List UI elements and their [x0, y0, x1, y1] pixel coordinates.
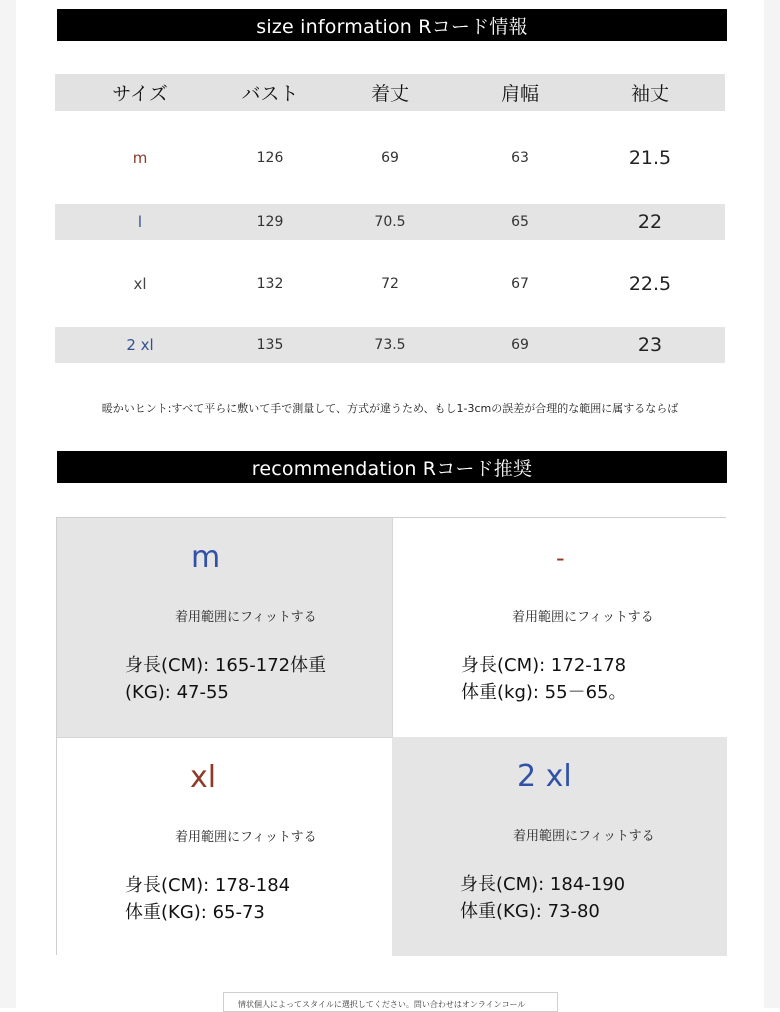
recommendation-card-2xl — [392, 737, 727, 956]
row-size: l — [137, 213, 143, 231]
card-measurements — [125, 872, 290, 926]
card-size-label: m — [191, 540, 221, 575]
size-table — [55, 74, 725, 363]
card-measurements — [461, 652, 627, 706]
row-size: xl — [133, 274, 147, 293]
row-length: 69 — [381, 149, 399, 166]
recommendation-grid — [56, 517, 726, 955]
header-bust: バスト — [241, 83, 299, 105]
recommendation-card-l — [392, 518, 727, 737]
card-weight-line: 体重(KG): 73-80 — [460, 901, 600, 922]
card-fit-text: 着用範囲にフィットする — [175, 610, 317, 625]
header-sleeve: 袖丈 — [630, 83, 669, 105]
table-row — [55, 204, 725, 240]
card-measurements — [460, 871, 625, 925]
header-shoulder: 肩幅 — [500, 83, 539, 105]
header-length: 着丈 — [370, 83, 409, 105]
page-left-edge — [0, 0, 16, 1008]
card-size-label: xl — [190, 760, 217, 795]
card-weight-line: 体重(kg): 55－65。 — [461, 682, 627, 703]
measurement-hint: 暖かいヒント:すべて平らに敷いて手で測量して、方式が違うため、もし1-3cmの誤差が合理的な範囲に属するならば — [101, 402, 679, 415]
card-height-line: 身長(CM): 184-190 — [460, 874, 626, 895]
card-fit-text: 着用範囲にフィットする — [512, 610, 654, 625]
size-information-banner: size information Rコード情報 — [57, 9, 727, 41]
table-row — [55, 111, 725, 204]
card-height-line: 身長(CM): 172-178 — [461, 655, 627, 676]
recommendation-card-m — [57, 518, 392, 737]
row-length: 73.5 — [374, 337, 406, 353]
row-size: 2 xl — [126, 336, 154, 354]
footer-note: 情状個人によってスタイルに選択してください。問い合わせはオンラインコール — [223, 992, 558, 1012]
row-shoulder: 69 — [511, 337, 529, 353]
row-sleeve: 23 — [637, 334, 663, 356]
table-row — [55, 240, 725, 327]
row-bust: 129 — [256, 214, 284, 230]
card-weight-line: (KG): 47-55 — [125, 682, 229, 703]
card-size-label: - — [556, 544, 565, 572]
row-sleeve: 22.5 — [628, 272, 672, 295]
page-right-edge — [764, 0, 780, 1008]
recommendation-card-xl — [57, 737, 392, 956]
row-length: 72 — [381, 275, 399, 292]
row-sleeve: 21.5 — [628, 146, 672, 169]
table-row — [55, 327, 725, 363]
card-measurements — [125, 652, 326, 706]
card-fit-text: 着用範囲にフィットする — [513, 829, 655, 844]
card-height-line: 身長(CM): 165-172体重 — [125, 655, 327, 676]
row-bust: 132 — [256, 275, 284, 292]
row-bust: 135 — [256, 337, 284, 353]
header-size: サイズ — [112, 83, 168, 105]
row-length: 70.5 — [374, 214, 406, 230]
card-height-line: 身長(CM): 178-184 — [125, 875, 291, 896]
recommendation-banner: recommendation Rコード推奨 — [57, 451, 727, 483]
row-bust: 126 — [256, 149, 284, 166]
row-size: m — [132, 148, 148, 167]
row-shoulder: 65 — [511, 214, 529, 230]
row-sleeve: 22 — [637, 211, 663, 233]
card-size-label: 2 xl — [517, 759, 572, 794]
row-shoulder: 63 — [511, 149, 529, 166]
size-table-header — [55, 74, 725, 111]
card-fit-text: 着用範囲にフィットする — [175, 830, 317, 845]
card-weight-line: 体重(KG): 65-73 — [125, 902, 265, 923]
row-shoulder: 67 — [511, 275, 529, 292]
